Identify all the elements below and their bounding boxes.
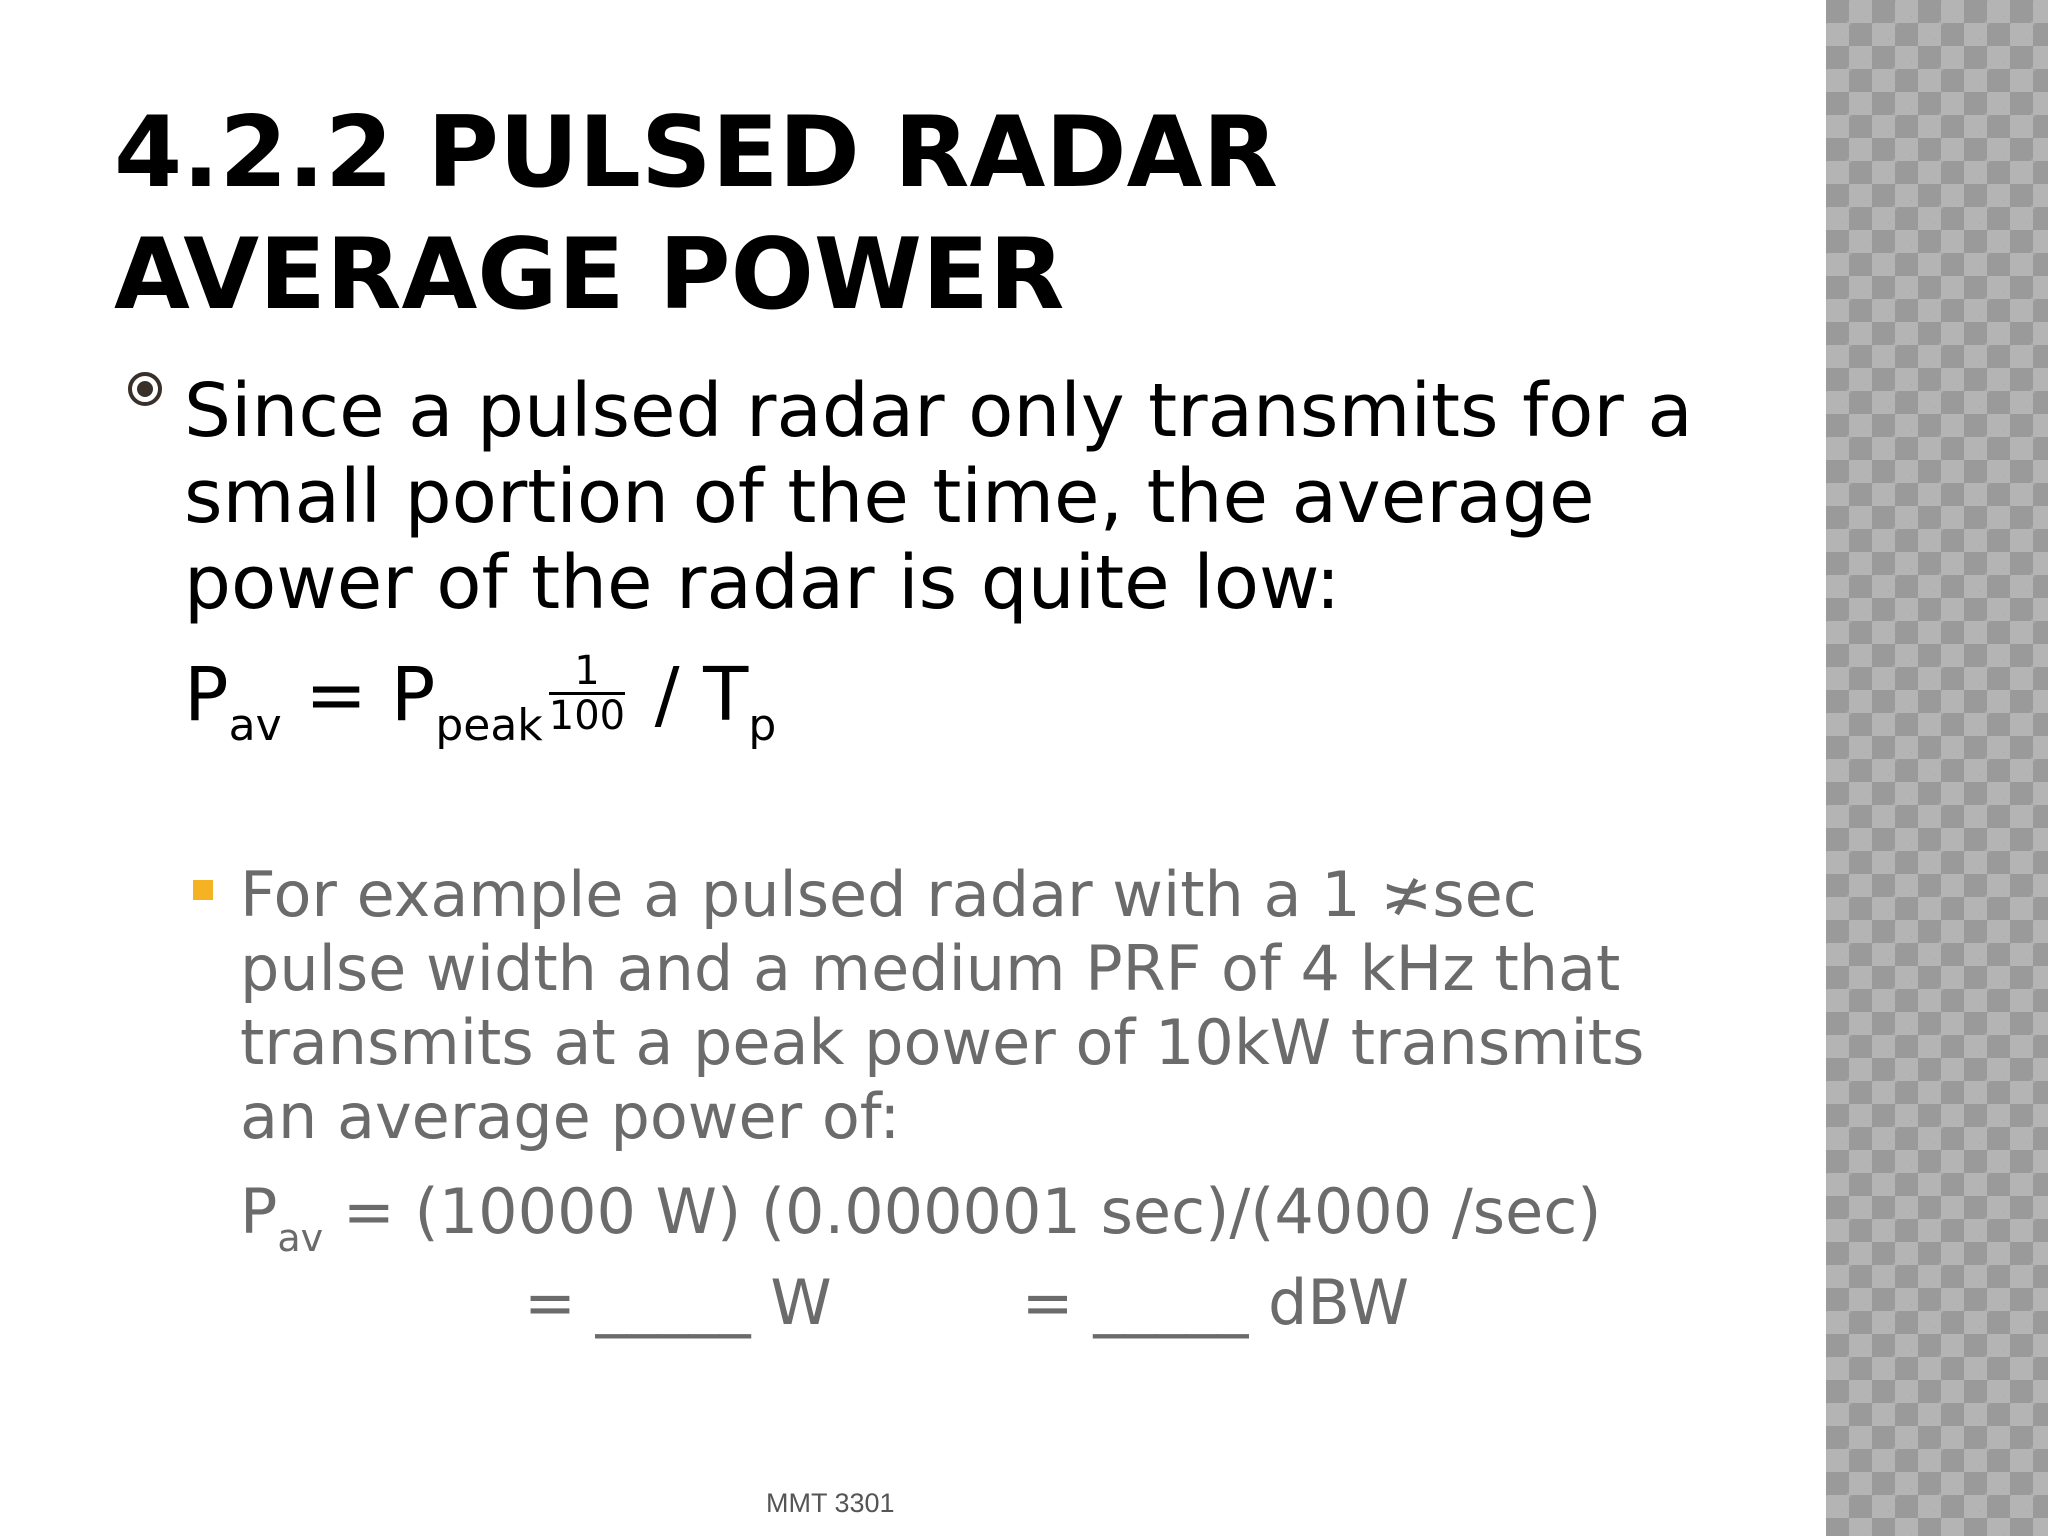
average-power-formula [184,647,777,751]
answer-blanks [524,1266,1409,1340]
formula-subscript-peak: peak [435,700,543,751]
fraction-numerator: 1 [549,650,625,695]
answer-watts: = _____ W [524,1266,832,1339]
answer-dbw: = _____ dBW [1021,1266,1410,1339]
bullet-text-main: Since a pulsed radar only transmits for a small portion of the time, the average power of the radar is quite low: [184,368,1693,626]
formula-divide-tp: / T [631,652,749,738]
slide-title: 4.2.2 PULSED RADAR AVERAGE POWER [114,96,1278,332]
square-bullet-icon [193,880,213,900]
decorative-side-pattern [1826,0,2048,1536]
circle-bullet-icon [128,372,168,412]
example-formula-subscript-av: av [277,1216,324,1260]
fraction-denominator: 100 [548,692,626,739]
formula-subscript-av: av [228,700,282,751]
formula-equals-ppeak: = P [281,652,436,738]
bullet-text-example: For example a pulsed radar with a 1 ≭sec pulse width and a medium PRF of 4 kHz that transmits at a peak power of 10kW transmits an average power of: [240,858,1645,1153]
formula-fraction [548,647,626,739]
formula-subscript-p: p [748,700,777,751]
slide-footer: MMT 3301 [766,1488,895,1518]
formula-symbol: P [184,652,229,738]
example-formula-symbol: P [240,1175,278,1248]
example-formula-expression: = (10000 W) (0.000001 sec)/(4000 /sec) [323,1175,1602,1248]
example-formula [240,1175,1602,1260]
